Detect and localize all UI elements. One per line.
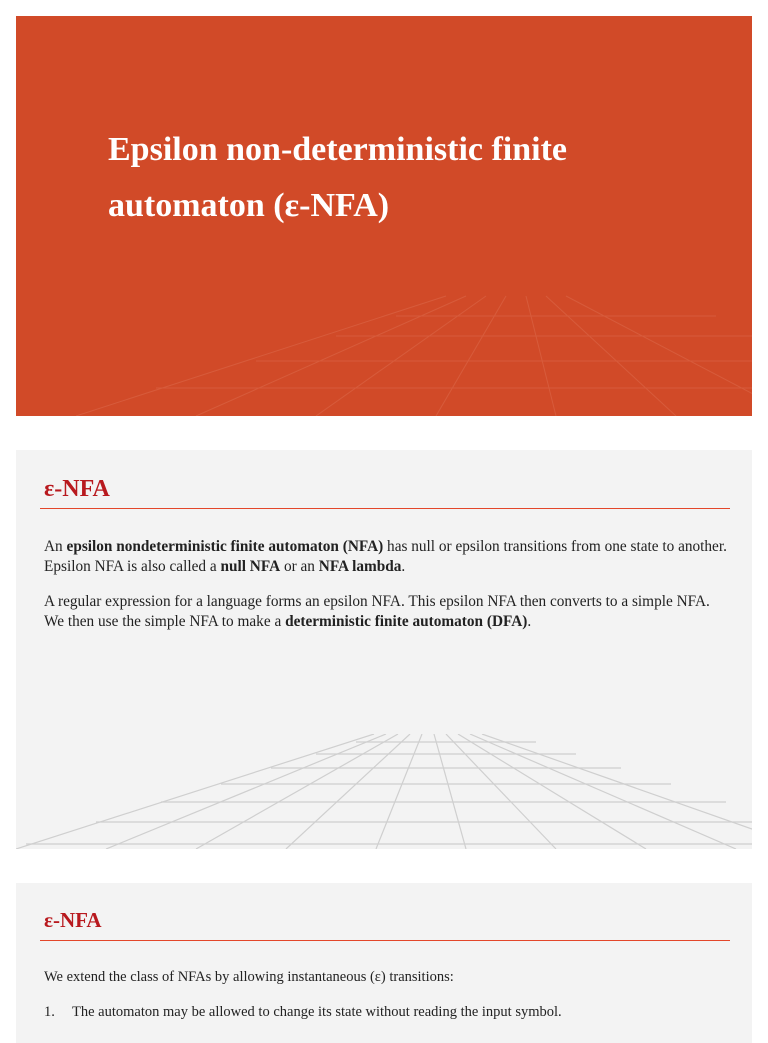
text-run: has null or epsilon transitions from one state to another. Epsilon NFA is also called a	[44, 538, 727, 575]
list-item	[44, 1003, 734, 1022]
bold-term-enfa: epsilon nondeterministic finite automaton (NFA)	[66, 538, 384, 555]
heading-underline	[40, 940, 730, 941]
slide-title-line1: Epsilon non-deterministic finite	[108, 131, 568, 168]
slide-title-line2: automaton (ε-NFA)	[108, 187, 390, 224]
regex-paragraph	[44, 592, 730, 631]
section-heading: ε-NFA	[44, 476, 110, 502]
text-run: .	[401, 557, 406, 575]
text-run: .	[527, 612, 532, 630]
heading-underline	[40, 508, 730, 509]
bold-term-null-nfa: null NFA	[220, 557, 281, 575]
text-run: or an	[280, 557, 319, 575]
title-grid-decoration	[16, 276, 752, 416]
list-text: The automaton may be allowed to change its state without reading the input symbol.	[72, 1004, 562, 1020]
title-slide	[16, 16, 752, 416]
bold-term-nfa-lambda: NFA lambda	[318, 557, 402, 575]
perspective-grid-decoration	[16, 734, 752, 849]
list-number: 1.	[44, 1004, 55, 1020]
text-run: An	[44, 538, 67, 555]
intro-paragraph: We extend the class of NFAs by allowing instantaneous (ε) transitions:	[44, 969, 454, 985]
section-heading: ε-NFA	[44, 908, 102, 932]
extension-slide	[16, 883, 752, 1043]
bold-term-dfa: deterministic finite automaton (DFA)	[285, 612, 528, 630]
definition-slide	[16, 450, 752, 849]
slide-title	[108, 122, 708, 234]
definition-paragraph	[44, 537, 730, 576]
text-run: A regular expression for a language forms an epsilon NFA. This epsilon NFA then converts to a simple NFA. We then use the simple NFA to make a	[44, 593, 710, 630]
